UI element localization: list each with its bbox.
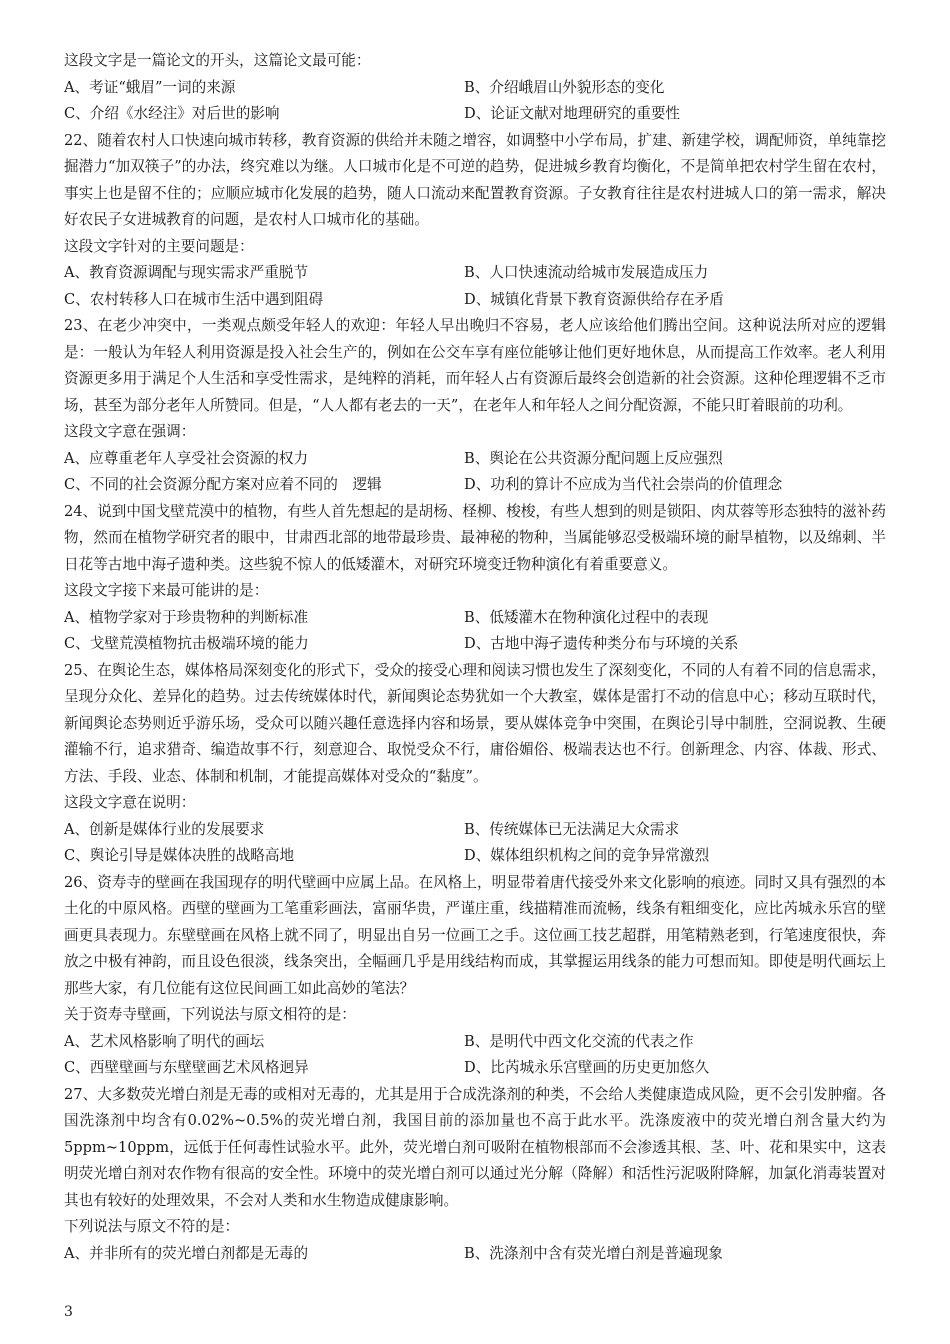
q21-option-c: C、介绍《水经注》对后世的影响	[64, 105, 280, 122]
q24-passage: 24、说到中国戈壁荒漠中的植物，有些人首先想起的是胡杨、柽柳、梭梭，有些人想到的则是锁阳、肉苁蓉等形态独特的滋补药物，然而在植物学研究者的眼中，甘肃西北部的地带最珍贵、最神秘的物种，当属能够忍受极端环境的耐旱植物，以及绵刺、半日花等古地中海孑遗种类。这些貌不惊人的低矮灌木，对研究环境变迁物种演化有着重要意义。	[64, 502, 886, 573]
q24-options	[64, 605, 886, 658]
q21-option-a: A、考证“蛾眉”一词的来源	[64, 78, 236, 96]
page-number: 3	[64, 1304, 73, 1320]
q26-options	[64, 1029, 886, 1082]
q26-option-a: A、艺术风格影响了明代的画坛	[64, 1032, 265, 1050]
q21-option-b: B、介绍峨眉山外貌形态的变化	[464, 78, 665, 96]
q21-question: 这段文字是一篇论文的开头，这篇论文最可能：	[64, 52, 371, 69]
q22-options	[64, 260, 886, 313]
q22-option-d: D、城镇化背景下教育资源供给存在矛盾	[464, 290, 724, 308]
q22-option-c: C、农村转移人口在城市生活中遇到阻碍	[64, 290, 324, 308]
q25-options	[64, 817, 886, 870]
q22-option-a: A、教育资源调配与现实需求严重脱节	[64, 264, 309, 281]
exam-page	[64, 48, 886, 1267]
q25-option-c: C、舆论引导是媒体决胜的战略高地	[64, 847, 295, 864]
q26-option-d: D、比芮城永乐宫壁画的历史更加悠久	[464, 1059, 710, 1076]
q24-question: 这段文字接下来最可能讲的是：	[64, 582, 269, 599]
q25-passage: 25、在舆论生态，媒体格局深刻变化的形式下，受众的接受心理和阅读习惯也发生了深刻变化，不同的人有着不同的信息需求，呈现分众化、差异化的趋势。过去传统媒体时代，新闻舆论态势犹如一个大教室，媒体是雷打不动的信息中心；移动互联时代，新闻舆论态势则近乎游乐场，受众可以随兴趣任意选择内容和场景，要从媒体竞争中突围，在舆论引导中制胜，空洞说教、生硬灌输不行，追求猎奇、编造故事不行，刻意迎合、取悦受众不行，庸俗媚俗、极端表达也不行。创新理念、内容、体裁、形式、方法、手段、业态、体制和机制，才能提高媒体对受众的“黏度”。	[64, 661, 886, 785]
q24-option-d: D、古地中海孑遗传种类分布与环境的关系	[464, 635, 739, 652]
q25-question: 这段文字意在说明：	[64, 794, 196, 811]
q23-option-c: C、不同的社会资源分配方案对应着不同的 逻辑	[64, 476, 382, 493]
q26-passage: 26、资寿寺的壁画在我国现存的明代壁画中应属上品。在风格上，明显带着唐代接受外来文化影响的痕迹。同时又具有强烈的本土化的中原风格。西壁的壁画为工笔重彩画法，富丽华贵，严谨庄重，线描精准而流畅，线条有粗细变化，应比芮城永乐宫的壁画更具表现力。东壁壁画在风格上就不同了，明显出自另一位画工之手。这位画工技艺超群，用笔精熟老到，行笔速度很快，奔放之中极有神韵，而且设色很淡，线条突出，全幅画几乎是用线结构而成，其掌握运用线条的能力可想而知。即使是明代画坛上那些大家，有几位能有这位民间画工如此高妙的笔法？	[64, 873, 886, 997]
q27-passage: 27、大多数荧光增白剂是无毒的或相对无毒的，尤其是用于合成洗涤剂的种类，不会给人类健康造成风险，更不会引发肿瘤。各国洗涤剂中均含有0.02%~0.5%的荧光增白剂，我国目前的添加量也不高于此水平。洗涤废液中的荧光增白剂含量大约为5ppm~10ppm，远低于任何毒性试验水平。此外，荧光增白剂可吸附在植物根部而不会渗透其根、茎、叶、花和果实中，这表明荧光增白剂对农作物有很高的安全性。环境中的荧光增白剂可以通过光分解（降解）和活性污泥吸附降解，加氯化消毒装置对其也有较好的处理效果，不会对人类和水生物造成健康影响。	[64, 1085, 886, 1209]
q26-option-b: B、是明代中西文化交流的代表之作	[464, 1032, 694, 1050]
q22-question: 这段文字针对的主要问题是：	[64, 237, 254, 255]
q23-option-d: D、功利的算计不应成为当代社会崇尚的价值理念	[464, 476, 783, 493]
q21-option-d: D、论证文献对地理研究的重要性	[464, 105, 681, 122]
q23-question: 这段文字意在强调：	[64, 423, 196, 440]
q23-option-b: B、舆论在公共资源分配问题上反应强烈	[464, 449, 723, 467]
q26-option-c: C、西壁壁画与东壁壁画艺术风格迥异	[64, 1059, 309, 1076]
q25-option-a: A、创新是媒体行业的发展要求	[64, 820, 265, 838]
q24-option-a: A、植物学家对于珍贵物种的判断标准	[64, 608, 309, 626]
q27-options	[64, 1241, 886, 1268]
q21-options	[64, 75, 886, 128]
q27-option-b: B、洗涤剂中含有荧光增白剂是普遍现象	[464, 1244, 723, 1262]
q24-option-c: C、戈壁荒漠植物抗击极端环境的能力	[64, 635, 309, 652]
q22-passage: 22、随着农村人口快速向城市转移，教育资源的供给并未随之增容，如调整中小学布局，扩建、新建学校，调配师资，单纯靠挖掘潜力“加双筷子”的办法，终究难以为继。人口城市化是不可逆的趋势，促进城乡教育均衡化，不是简单把农村学生留在农村，事实上也是留不住的；应顺应城市化发展的趋势，随人口流动来配置教育资源。子女教育往往是农村进城人口的第一需求，解决好农民子女进城教育的问题，是农村人口城市化的基础。	[64, 131, 886, 228]
q26-question: 关于资寿寺壁画，下列说法与原文相符的是：	[64, 1006, 356, 1023]
q23-options	[64, 446, 886, 499]
q25-option-d: D、媒体组织机构之间的竞争异常激烈	[464, 847, 710, 864]
q27-option-a: A、并非所有的荧光增白剂都是无毒的	[64, 1244, 309, 1262]
q22-option-b: B、人口快速流动给城市发展造成压力	[464, 264, 709, 281]
q25-option-b: B、传统媒体已无法满足大众需求	[464, 820, 680, 838]
q27-question: 下列说法与原文不符的是：	[64, 1218, 240, 1235]
q23-option-a: A、应尊重老年人享受社会资源的权力	[64, 449, 309, 467]
q23-passage: 23、在老少冲突中，一类观点颇受年轻人的欢迎：年轻人早出晚归不容易，老人应该给他们腾出空间。这种说法所对应的逻辑是：一般认为年轻人利用资源是投入社会生产的，例如在公交车享有座位能够让他们更好地休息，从而提高工作效率。老人利用资源更多用于满足个人生活和享受性需求，是纯粹的消耗，而年轻人占有资源后最终会创造新的社会资源。这种伦理逻辑不乏市场，甚至为部分老年人所赞同。但是，“人人都有老去的一天”，在老年人和年轻人之间分配资源，不能只盯着眼前的功利。	[64, 317, 886, 414]
q24-option-b: B、低矮灌木在物种演化过程中的表现	[464, 608, 709, 626]
